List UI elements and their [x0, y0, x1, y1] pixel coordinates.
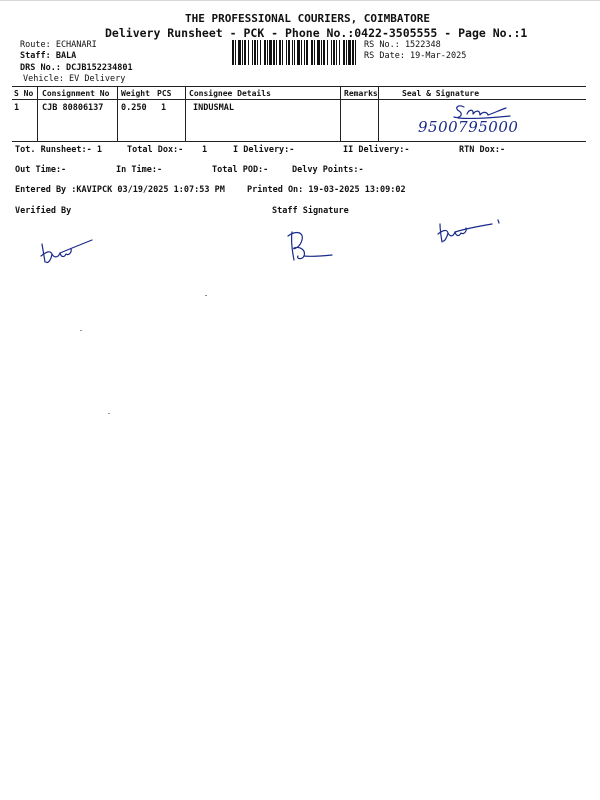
barcode-bar: [306, 40, 308, 65]
verified-by-signature: [36, 234, 96, 268]
barcode-bar: [339, 40, 340, 65]
total-dox-label: Total Dox:-: [127, 145, 184, 155]
barcode-bar: [276, 40, 277, 65]
rtn-dox: RTN Dox:-: [459, 145, 506, 155]
barcode-bar: [232, 40, 234, 65]
header-s-no: S No: [14, 89, 34, 98]
runsheet-subtitle: Delivery Runsheet - PCK - Phone No.:0422-3505555 - Page No.:1: [105, 26, 528, 40]
barcode-bar: [264, 40, 266, 65]
company-title: THE PROFESSIONAL COURIERS, COIMBATORE: [185, 12, 431, 25]
i-delivery: I Delivery:-: [233, 145, 295, 155]
barcode-bar: [294, 40, 295, 65]
barcode-bar: [301, 40, 302, 65]
printed-on: Printed On: 19-03-2025 13:09:02: [247, 185, 406, 195]
scan-speck: [80, 330, 82, 331]
barcode-bar: [238, 40, 241, 65]
barcode-bar: [317, 40, 320, 65]
barcode-bar: [267, 40, 268, 65]
barcode-bar: [260, 40, 261, 65]
row-consignee: INDUSMAL: [193, 103, 234, 113]
page-top-edge: [0, 0, 600, 1]
barcode-bar: [273, 40, 275, 65]
barcode-bar: [242, 40, 243, 65]
entered-by: Entered By :KAVIPCK 03/19/2025 1:07:53 PM: [15, 185, 225, 195]
barcode-bar: [348, 40, 351, 65]
barcode-bar: [244, 40, 246, 65]
total-pod: Total POD:-: [212, 165, 269, 175]
out-time: Out Time:-: [15, 165, 67, 175]
staff-signature: [282, 226, 338, 266]
ii-delivery: II Delivery:-: [343, 145, 410, 155]
rs-number: RS No.: 1522348: [364, 40, 441, 50]
table-top-border: [12, 86, 586, 87]
header-seal-signature: Seal & Signature: [402, 89, 480, 98]
table-column-divider: [185, 86, 186, 142]
route-text: Route: ECHANARI: [20, 40, 97, 50]
barcode-bar: [352, 40, 354, 65]
scan-speck: [205, 295, 207, 296]
tot-runsheet: Tot. Runsheet:- 1: [15, 145, 102, 155]
staff-text: Staff: BALA: [20, 51, 77, 61]
delvy-points: Delvy Points:-: [292, 165, 364, 175]
barcode-bar: [297, 40, 300, 65]
row-weight: 0.250: [121, 103, 147, 113]
staff-signature-label: Staff Signature: [272, 206, 349, 216]
table-column-divider: [117, 86, 118, 142]
barcode-bar: [311, 40, 313, 65]
barcode-bar: [254, 40, 256, 65]
barcode-bar: [248, 40, 249, 65]
barcode-bar: [279, 40, 281, 65]
barcode-bar: [269, 40, 272, 65]
barcode-bar: [336, 40, 337, 65]
row-consignment-no: CJB 80806137: [42, 103, 104, 113]
handwritten-phone-number: 9500795000: [418, 118, 519, 136]
barcode-bar: [333, 40, 335, 65]
barcode-bar: [252, 40, 253, 65]
table-column-divider: [37, 86, 38, 142]
barcode-bar: [288, 40, 290, 65]
barcode-bar: [314, 40, 315, 65]
barcode-bar: [346, 40, 347, 65]
header-pcs: PCS: [157, 89, 172, 98]
header-remarks: Remarks: [344, 89, 378, 98]
barcode-bar: [292, 40, 293, 65]
barcode-bar: [331, 40, 332, 65]
barcode-bar: [323, 40, 325, 65]
scan-speck: [108, 413, 110, 414]
barcode-bar: [343, 40, 345, 65]
barcode-bar: [257, 40, 258, 65]
table-bottom-border: [12, 141, 586, 142]
barcode-bar: [235, 40, 236, 65]
barcode-bar: [282, 40, 283, 65]
barcode-bar: [327, 40, 328, 65]
rs-date: RS Date: 19-Mar-2025: [364, 51, 467, 61]
total-dox-value: 1: [202, 145, 208, 155]
header-weight: Weight: [121, 89, 150, 98]
row-s-no: 1: [14, 103, 20, 113]
barcode-bar: [355, 40, 356, 65]
drs-number: DRS No.: DCJB152234801: [20, 63, 133, 73]
barcode: [232, 40, 358, 65]
row-pcs: 1: [161, 103, 167, 113]
additional-signature: [432, 218, 504, 248]
vehicle-text: Vehicle: EV Delivery: [23, 74, 126, 84]
table-column-divider: [340, 86, 341, 142]
in-time: In Time:-: [116, 165, 163, 175]
verified-by-label: Verified By: [15, 206, 72, 216]
barcode-bar: [286, 40, 287, 65]
table-column-divider: [378, 86, 379, 142]
barcode-bar: [321, 40, 322, 65]
barcode-bar: [304, 40, 305, 65]
header-consignee-details: Consignee Details: [189, 89, 271, 98]
header-consignment-no: Consignment No: [42, 89, 110, 98]
